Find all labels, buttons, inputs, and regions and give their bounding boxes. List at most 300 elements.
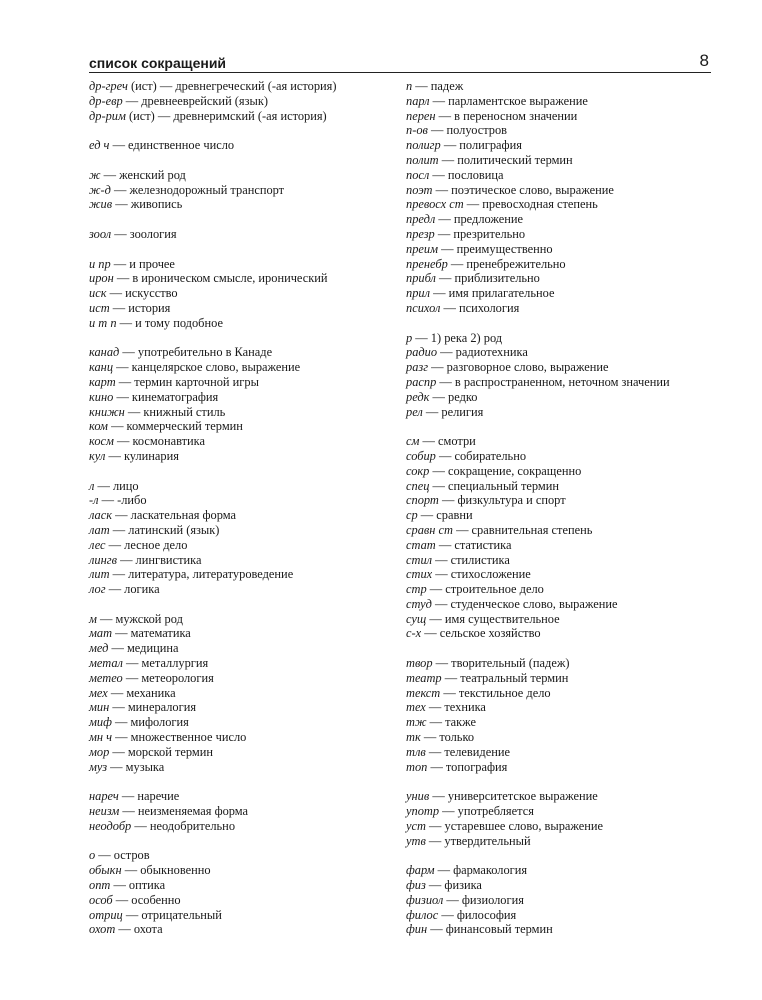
abbreviation-entry [406, 612, 711, 627]
definition: — морской термин [109, 744, 213, 759]
abbreviation-entry [89, 183, 399, 198]
definition: — падеж [412, 79, 464, 93]
abbreviation-entry [89, 449, 399, 464]
abbreviation-entry [406, 479, 711, 494]
abbreviation-entry [89, 493, 399, 508]
abbreviation-entry [406, 138, 711, 153]
definition: — психология [440, 300, 520, 315]
abbreviation-entry [89, 197, 399, 212]
definition: — устаревшее слово, выражение [425, 818, 604, 833]
abbreviation: канад [89, 345, 120, 360]
definition: — сокращение, сокращенно [429, 463, 582, 478]
abbreviation-entry [89, 863, 399, 878]
abbreviation-entry [89, 745, 399, 760]
abbreviation: ирон [89, 271, 114, 286]
abbreviation: топ [406, 759, 428, 774]
definition: — строительное дело [426, 582, 544, 597]
abbreviation: студ [406, 596, 432, 611]
definition: — математика [112, 626, 191, 641]
abbreviation: перен [406, 108, 436, 123]
definition: (ист) — древнегреческий (-ая история) [127, 79, 337, 93]
abbreviation: унив [406, 789, 430, 804]
abbreviation: преим [406, 241, 438, 256]
abbreviation: ед ч [89, 138, 110, 153]
abbreviation-entry [406, 878, 711, 893]
definition: — особенно [112, 892, 181, 907]
abbreviation-entry [89, 94, 399, 109]
definition: — пословица [429, 167, 504, 182]
abbreviation-entry [89, 301, 399, 316]
abbreviation: тж [406, 715, 427, 730]
definition: — радиотехника [437, 345, 528, 360]
definition: — множественное число [112, 730, 247, 745]
definition: — финансовый термин [427, 922, 553, 937]
abbreviation: особ [89, 892, 113, 907]
definition: — парламентское выражение [429, 93, 588, 108]
abbreviation-entry [89, 626, 399, 641]
abbreviation: тлв [406, 744, 426, 759]
abbreviation-entry [406, 582, 711, 597]
abbreviation-entry [406, 197, 711, 212]
definition: — имя прилагательное [430, 286, 555, 301]
abbreviation: ж [89, 167, 101, 182]
definition: — древнееврейский (язык) [122, 93, 268, 108]
definition: — фармакология [434, 863, 528, 878]
abbreviation-entry [406, 760, 711, 775]
definition: — -либо [98, 493, 147, 508]
definition: — неизменяемая форма [119, 804, 249, 819]
abbreviation: ср [406, 508, 418, 523]
definition: — превосходная степень [463, 197, 598, 212]
abbreviation-entry [89, 582, 399, 597]
abbreviation: употр [406, 804, 440, 819]
abbreviation: утв [406, 833, 426, 848]
abbreviation-entry [89, 479, 399, 494]
abbreviation-entry [89, 286, 399, 301]
abbreviation-entry [89, 227, 399, 242]
abbreviation: иск [89, 286, 107, 301]
definition: — живопись [112, 197, 183, 212]
abbreviation: посл [406, 167, 430, 182]
definition: — обыкновенно [121, 863, 211, 878]
abbreviation: распр [406, 374, 437, 389]
definition: — сельское хозяйство [421, 626, 541, 641]
entry-group [89, 479, 399, 597]
abbreviation: о [89, 848, 96, 863]
entry-group [89, 789, 399, 833]
abbreviation: стр [406, 582, 427, 597]
definition: — в ироническом смысле, иронический [113, 271, 328, 286]
abbreviation-entry [89, 316, 399, 331]
entry-group [89, 848, 399, 937]
abbreviation-entry [406, 804, 711, 819]
abbreviation-entry [89, 390, 399, 405]
abbreviation-entry [89, 671, 399, 686]
abbreviation: мин [89, 700, 110, 715]
entry-group [89, 257, 399, 331]
entry-group [406, 656, 711, 774]
abbreviation-entry [406, 730, 711, 745]
definition: — презрительно [434, 226, 526, 241]
abbreviation: тк [406, 730, 421, 745]
entry-group [89, 168, 399, 212]
abbreviation-entry [406, 375, 711, 390]
abbreviation-entry [89, 508, 399, 523]
abbreviation-entry [89, 908, 399, 923]
definition: — канцелярское слово, выражение [113, 360, 301, 375]
abbreviation-entry [406, 908, 711, 923]
abbreviation-entry [89, 893, 399, 908]
abbreviation: полит [406, 152, 439, 167]
abbreviation: и пр [89, 256, 111, 271]
definition: — телевидение [425, 744, 510, 759]
abbreviation-entry [89, 168, 399, 183]
abbreviation: мн ч [89, 730, 113, 745]
abbreviation-entry [406, 789, 711, 804]
definition: — зоология [111, 226, 177, 241]
abbreviation-entry [406, 922, 711, 937]
abbreviation: неодобр [89, 818, 132, 833]
abbreviation-entry [406, 700, 711, 715]
abbreviation-entry [406, 168, 711, 183]
abbreviation-entry [406, 79, 711, 94]
definition: — латинский (язык) [109, 522, 220, 537]
abbreviation: психол [406, 300, 441, 315]
entry-group [406, 331, 711, 420]
definition: — утвердительный [425, 833, 531, 848]
abbreviation: стат [406, 537, 436, 552]
abbreviation-entry [406, 523, 711, 538]
abbreviation: текст [406, 685, 441, 700]
abbreviation-entry [89, 715, 399, 730]
abbreviation-entry [406, 863, 711, 878]
abbreviation: ком [89, 419, 108, 434]
abbreviation: мор [89, 744, 110, 759]
abbreviation-entry [89, 271, 399, 286]
abbreviation-entry [89, 819, 399, 834]
abbreviation-entry [89, 523, 399, 538]
definition: — неодобрительно [131, 818, 236, 833]
abbreviation-entry [406, 405, 711, 420]
entry-group [406, 789, 711, 848]
definition: — собирательно [435, 448, 527, 463]
definition: — разговорное слово, выражение [428, 360, 609, 375]
abbreviation: ласк [89, 508, 113, 523]
abbreviation-entry [406, 286, 711, 301]
abbreviation: миф [89, 715, 112, 730]
abbreviation: полигр [406, 138, 441, 153]
abbreviation-entry [406, 242, 711, 257]
definition: — лицо [94, 478, 139, 493]
abbreviation: презр [406, 226, 435, 241]
abbreviation: разг [406, 360, 429, 375]
abbreviation-entry [89, 789, 399, 804]
definition: — логика [105, 582, 160, 597]
abbreviation-entry [406, 493, 711, 508]
abbreviation: предл [406, 212, 436, 227]
abbreviation-entry [89, 419, 399, 434]
abbreviation-entry [406, 301, 711, 316]
definition: — и прочее [110, 256, 175, 271]
abbreviation: обыкн [89, 863, 122, 878]
definition: — книжный стиль [124, 404, 226, 419]
definition: — история [109, 300, 171, 315]
abbreviation: уст [406, 818, 426, 833]
abbreviation: спорт [406, 493, 439, 508]
definition: — коммерческий термин [107, 419, 243, 434]
abbreviation-entry [89, 553, 399, 568]
definition: — метеорология [122, 670, 214, 685]
definition: — ласкательная форма [112, 508, 236, 523]
abbreviation-entry [89, 138, 399, 153]
abbreviation: фарм [406, 863, 435, 878]
abbreviation: твор [406, 656, 433, 671]
abbreviation: метал [89, 656, 123, 671]
abbreviation-entry [406, 553, 711, 568]
abbreviation-entry [89, 360, 399, 375]
entry-group [406, 863, 711, 937]
abbreviation: жив [89, 197, 113, 212]
abbreviation: редк [406, 389, 430, 404]
abbreviation-entry [89, 257, 399, 272]
abbreviation: метео [89, 670, 123, 685]
abbreviation: косм [89, 434, 114, 449]
definition: — литература, литературоведение [109, 567, 294, 582]
abbreviation-entry [406, 227, 711, 242]
definition: — металлургия [122, 656, 209, 671]
abbreviation: сравн ст [406, 522, 453, 537]
abbreviation-entry [89, 434, 399, 449]
definition: — поэтическое слово, выражение [432, 182, 614, 197]
abbreviation-entry [89, 612, 399, 627]
definition: — минералогия [109, 700, 197, 715]
abbreviation-entry [406, 183, 711, 198]
definition: — топография [427, 759, 508, 774]
left-column [89, 79, 399, 952]
entry-group [406, 434, 711, 641]
abbreviation-entry [406, 597, 711, 612]
abbreviation: р [406, 330, 413, 345]
abbreviation: театр [406, 670, 442, 685]
abbreviation-entry [406, 567, 711, 582]
abbreviation: охот [89, 922, 116, 937]
definition: — употребительно в Канаде [119, 345, 273, 360]
definition: — кинематография [113, 389, 219, 404]
definition: — текстильное дело [440, 685, 551, 700]
definition: — медицина [108, 641, 179, 656]
abbreviation-entry [89, 760, 399, 775]
entry-group [89, 612, 399, 775]
page-title: список сокращений [89, 55, 227, 71]
abbreviation: см [406, 434, 420, 449]
abbreviation: филос [406, 907, 439, 922]
abbreviation-entry [89, 375, 399, 390]
definition: — студенческое слово, выражение [431, 596, 618, 611]
definition: — механика [107, 685, 176, 700]
abbreviation: радио [406, 345, 438, 360]
right-column [406, 79, 711, 952]
entry-group [89, 138, 399, 153]
definition: — имя существительное [426, 611, 560, 626]
abbreviation: др-евр [89, 93, 123, 108]
abbreviation-entry [406, 538, 711, 553]
abbreviation-entry [406, 745, 711, 760]
abbreviation: кул [89, 448, 106, 463]
abbreviation: кино [89, 389, 114, 404]
abbreviation-entry [89, 878, 399, 893]
abbreviation: сокр [406, 463, 430, 478]
abbreviation-entry [406, 834, 711, 849]
definition: — остров [95, 848, 150, 863]
abbreviation: мат [89, 626, 113, 641]
definition: — физиология [443, 892, 524, 907]
abbreviation: физ [406, 878, 426, 893]
definition: — искусство [106, 286, 178, 301]
abbreviation: ж-д [89, 182, 111, 197]
definition: — в переносном значении [435, 108, 578, 123]
definition: — лингвистика [116, 552, 202, 567]
abbreviation-entry [89, 109, 399, 124]
definition: — религия [422, 404, 484, 419]
definition: — физкультура и спорт [438, 493, 566, 508]
abbreviation-entry [406, 257, 711, 272]
abbreviation: рел [406, 404, 423, 419]
definition: — смотри [419, 434, 476, 449]
definition: — предложение [435, 212, 524, 227]
abbreviation: тех [406, 700, 426, 715]
page-header [89, 51, 711, 72]
definition: — кулинария [105, 448, 179, 463]
definition: — приблизительно [435, 271, 540, 286]
entry-group [89, 79, 399, 123]
abbreviation-entry [406, 123, 711, 138]
entry-group [89, 345, 399, 463]
abbreviation-entry [406, 686, 711, 701]
abbreviation: превосх ст [406, 197, 464, 212]
abbreviation: канц [89, 360, 114, 375]
abbreviation: нареч [89, 789, 119, 804]
abbreviation-entry [406, 94, 711, 109]
definition: — отрицательный [122, 907, 222, 922]
definition: — пренебрежительно [447, 256, 566, 271]
abbreviation: парл [406, 93, 430, 108]
abbreviation: муз [89, 759, 108, 774]
abbreviation: зоол [89, 226, 112, 241]
abbreviation: м [89, 611, 97, 626]
abbreviation: спец [406, 478, 430, 493]
abbreviation-entry [89, 804, 399, 819]
abbreviation-entry [406, 153, 711, 168]
abbreviation-entry [406, 893, 711, 908]
abbreviation: прибл [406, 271, 436, 286]
abbreviation-entry [89, 345, 399, 360]
definition: — стилистика [432, 552, 510, 567]
definition: — мифология [111, 715, 189, 730]
definition: — и тому подобное [116, 315, 223, 330]
definition: — космонавтика [113, 434, 206, 449]
definition: — музыка [107, 759, 165, 774]
entry-group [89, 227, 399, 242]
definition: — политический термин [438, 152, 573, 167]
abbreviation: опт [89, 878, 111, 893]
definition: — специальный термин [429, 478, 560, 493]
abbreviation-entry [89, 567, 399, 582]
definition: — техника [425, 700, 486, 715]
abbreviation-entry [406, 626, 711, 641]
abbreviation: книжн [89, 404, 125, 419]
abbreviation-entry [89, 538, 399, 553]
definition: — лесное дело [105, 537, 188, 552]
abbreviation: ист [89, 300, 110, 315]
abbreviation: отриц [89, 907, 123, 922]
definition: — употребляется [439, 804, 534, 819]
definition: — в распространенном, неточном значении [436, 374, 670, 389]
abbreviation: физиол [406, 892, 444, 907]
definition: — только [420, 730, 475, 745]
abbreviation: стил [406, 552, 433, 567]
definition: — наречие [118, 789, 180, 804]
definition: — сравнительная степень [452, 522, 593, 537]
definition: — философия [438, 907, 517, 922]
abbreviation-entry [406, 656, 711, 671]
definition: (ист) — древнеримский (-ая история) [125, 108, 327, 123]
abbreviation: лат [89, 522, 110, 537]
abbreviation-entry [406, 390, 711, 405]
abbreviation-entry [406, 345, 711, 360]
abbreviation: мех [89, 685, 108, 700]
abbreviation-entry [89, 730, 399, 745]
definition: — женский род [100, 167, 186, 182]
abbreviation-entry [406, 331, 711, 346]
abbreviation-entry [89, 922, 399, 937]
definition: — также [426, 715, 477, 730]
abbreviation: п-ов [406, 123, 428, 138]
abbreviation-entry [89, 686, 399, 701]
abbreviation-entry [406, 109, 711, 124]
definition: — творительный (падеж) [432, 656, 570, 671]
abbreviation-entry [89, 700, 399, 715]
abbreviation-entry [89, 656, 399, 671]
abbreviation-entry [406, 449, 711, 464]
abbreviation: пренебр [406, 256, 448, 271]
definition: — театральный термин [441, 670, 569, 685]
definition: — охота [115, 922, 163, 937]
abbreviation-entry [89, 405, 399, 420]
abbreviation: карт [89, 374, 116, 389]
abbreviation: лог [89, 582, 106, 597]
abbreviation: сущ [406, 611, 427, 626]
abbreviation-entry [406, 360, 711, 375]
header-rule [89, 72, 711, 73]
definition: — университетское выражение [429, 789, 598, 804]
abbreviation: лес [89, 537, 106, 552]
abbreviation: -л [89, 493, 99, 508]
definition: — 1) река 2) род [412, 330, 503, 345]
abbreviation-entry [406, 212, 711, 227]
entry-group [406, 79, 711, 316]
definition: — термин карточной игры [115, 374, 259, 389]
definition: — единственное число [109, 138, 235, 153]
abbreviation: мед [89, 641, 109, 656]
abbreviation: лингв [89, 552, 117, 567]
abbreviation-entry [406, 508, 711, 523]
abbreviation: поэт [406, 182, 433, 197]
definition: — мужской род [96, 611, 183, 626]
abbreviation-entry [406, 464, 711, 479]
abbreviation: л [89, 478, 95, 493]
definition: — полиграфия [440, 138, 522, 153]
abbreviation-entry [406, 671, 711, 686]
